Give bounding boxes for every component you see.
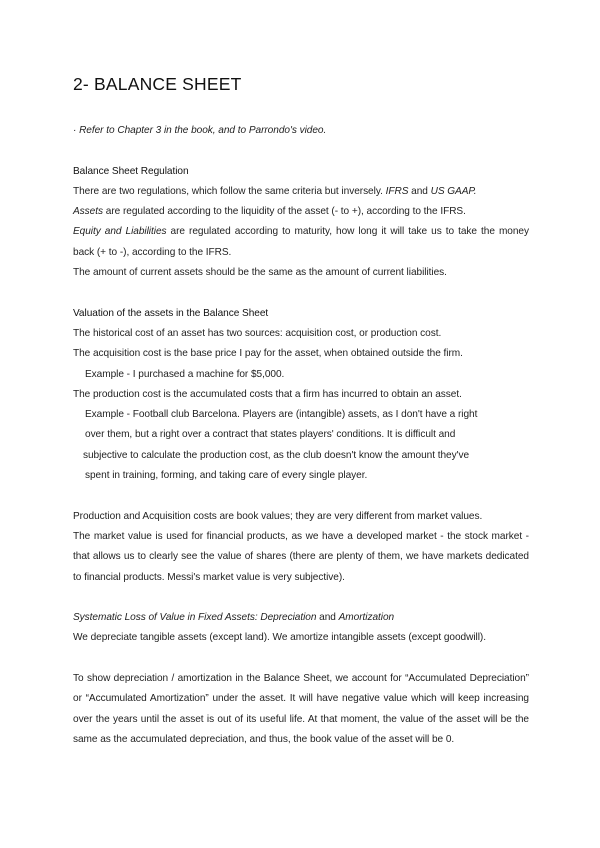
regulation-line-2: Assets are regulated according to the liquidity of the asset (- to +), according to the IFRS. [73,206,466,218]
valuation-example-2-line-3: subjective to calculate the production cost, as the club doesn't know the amount they've [83,449,470,461]
valuation-heading: Valuation of the assets in the Balance Sheet [73,307,269,319]
valuation-example-2-line-4: spent in training, forming, and taking care of every single player. [85,470,368,482]
valuation-example-1: Example - I purchased a machine for $5,000. [85,368,285,380]
book-values-paragraph: The market value is used for financial products, as we have a developed market - the stock market - that allows us to clearly see the value of shares (there are plenty of them, we have markets dedicated to financial products. Messi's market value is very subjective). [73,530,529,583]
regulation-heading: Balance Sheet Regulation [73,165,189,177]
valuation-line-2: The acquisition cost is the base price I pay for the asset, when obtained outside the firm. [73,348,463,360]
valuation-line-4: The production cost is the accumulated costs that a firm has incurred to obtain an asset. [73,388,462,400]
document-body [73,121,529,750]
page-title: 2- BALANCE SHEET [73,74,242,94]
depreciation-paragraph: To show depreciation / amortization in the Balance Sheet, we account for “Accumulated Depreciation” or “Accumulated Amortization” under the asset. It will have negative value which will keep increasing over the years until the asset is out of its useful life. At that moment, the value of the asset will be the same as the accumulated depreciation, and thus, the book value of the asset will be 0. [73,673,529,745]
book-values-line-1: Production and Acquisition costs are book values; they are very different from market values. [73,510,483,522]
depreciation-heading: Systematic Loss of Value in Fixed Assets: Depreciation and Amortization [73,612,395,624]
regulation-line-3: Equity and Liabilities are regulated according to maturity, how long it will take us to take the money back (+ to -), according to the IFRS. [73,226,529,258]
regulation-line-1: There are two regulations, which follow the same criteria but inversely. IFRS and US GAAP. [73,185,477,197]
reference-note: · Refer to Chapter 3 in the book, and to Parrondo's video. [73,125,327,136]
valuation-example-2-line-2: over them, but a right over a contract that states players' conditions. It is difficult and [85,429,456,441]
depreciation-line-1: We depreciate tangible assets (except land). We amortize intangible assets (except goodwill). [73,632,486,644]
valuation-line-1: The historical cost of an asset has two sources: acquisition cost, or production cost. [73,327,442,339]
regulation-line-4: The amount of current assets should be the same as the amount of current liabilities. [73,267,447,279]
valuation-example-2-line-1: Example - Football club Barcelona. Players are (intangible) assets, as I don't have a right [85,409,478,421]
